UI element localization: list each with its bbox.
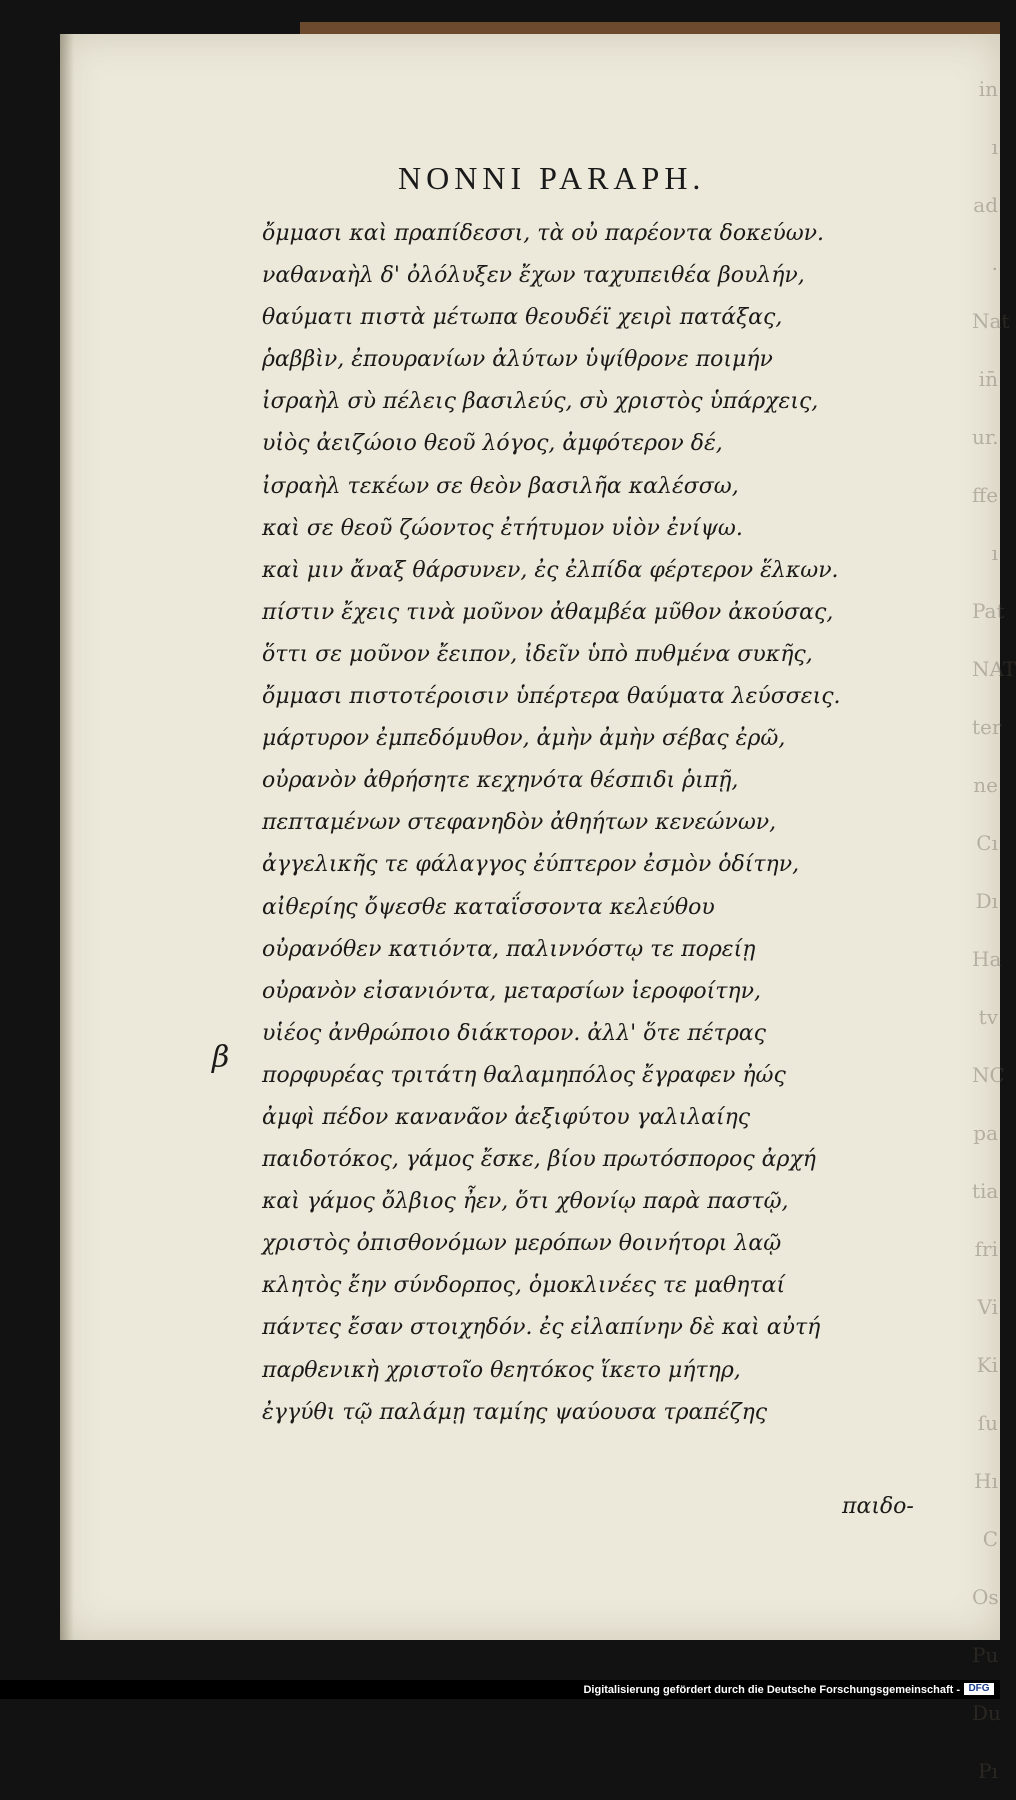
verse-line: πάντες ἔσαν στοιχηδόν. ἐς εἰλαπίνην δὲ καὶ αὐτή <box>262 1315 821 1341</box>
verse-line: αἰθερίης ὄψεσθε καταΐσσοντα κελεύθου <box>262 894 715 920</box>
verse-text-block <box>262 213 942 1434</box>
verse-line: θαύματι πιστὰ μέτωπα θεουδέϊ χειρὶ πατάξας, <box>262 305 783 331</box>
verse-line: ἀγγελικῆς τε φάλαγγος ἐύπτερον ἐσμὸν ὁδίτην, <box>262 852 800 878</box>
verse-line: ὅττι σε μοῦνον ἔειπον, ἰδεῖν ὑπὸ πυθμένα συκῆς, <box>262 641 813 667</box>
verse-line: υἱὸς ἀειζώοιο θεοῦ λόγος, ἀμφότερον δέ, <box>262 431 723 457</box>
binding-edge-strip <box>300 22 1000 34</box>
verse-line: μάρτυρον ἐμπεδόμυθον, ἀμὴν ἀμὴν σέβας ἐρῶ, <box>262 726 786 752</box>
verse-line: καὶ γάμος ὄλβιος ἦεν, ὅτι χθονίῳ παρὰ παστῷ, <box>262 1189 789 1215</box>
verse-line: ὄμμασι καὶ πραπίδεσσι, τὰ οὐ παρέοντα δοκεύων. <box>262 221 824 246</box>
verse-line: ἰσραὴλ σὺ πέλεις βασιλεύς, σὺ χριστὸς ὑπάρχεις, <box>262 389 819 415</box>
verse-line: ὄμμασι πιστοτέροισιν ὑπέρτερα θαύματα λεύσσεις. <box>262 684 841 710</box>
page-gutter-shadow <box>60 34 74 1640</box>
signature-mark: β <box>212 1040 230 1075</box>
facing-page-bleed: in ı ad . Nat in̄ ur. ffe ı Pat NAT ter ne Cı Dı Ha tv NC pa tia fri Vi Ki ſu Hı C Os Pu Du Pı <box>972 77 1016 1783</box>
verse-line: κλητὸς ἔην σύνδορπος, ὁμοκλινέες τε μαθηταί <box>262 1273 786 1299</box>
verse-line: καὶ σε θεοῦ ζώοντος ἐτήτυμον υἱὸν ἐνίψω. <box>262 515 743 541</box>
funding-credit: Digitalisierung gefördert durch die Deutsche Forschungsgemeinschaft - <box>583 1684 960 1696</box>
catchword: παιδο- <box>842 1494 914 1519</box>
verse-line: πίστιν ἔχεις τινὰ μοῦνον ἀθαμβέα μῦθον ἀκούσας, <box>262 599 834 625</box>
verse-line: ἐγγύθι τῷ παλάμῃ ταμίης ψαύουσα τραπέζης <box>262 1399 768 1425</box>
verse-line: πορφυρέας τριτάτη θαλαμηπόλος ἔγραφεν ἠώς <box>262 1062 786 1088</box>
verse-line: παιδοτόκος, γάμος ἔσκε, βίου πρωτόσπορος ἀρχή <box>262 1147 816 1173</box>
verse-line: παρθενικὴ χριστοῖο θεητόκος ἵκετο μήτηρ, <box>262 1357 741 1383</box>
running-head: NONNI PARAPH. <box>398 160 706 196</box>
verse-line: ἀμφὶ πέδον κανανᾶον ἀεξιφύτου γαλιλαίης <box>262 1104 751 1130</box>
verse-line: ναθαναὴλ δ' ὀλόλυξεν ἔχων ταχυπειθέα βουλήν, <box>262 263 805 289</box>
verse-line: ἰσραὴλ τεκέων σε θεὸν βασιλῆα καλέσσω, <box>262 473 739 499</box>
verse-line: πεπταμένων στεφανηδὸν ἀθηήτων κενεώνων, <box>262 810 777 836</box>
verse-line: οὐρανόθεν κατιόντα, παλιννόστῳ τε πορείῃ <box>262 936 756 962</box>
verse-line: οὐρανὸν ἀθρήσητε κεχηνότα θέσπιδι ῥιπῇ, <box>262 768 739 794</box>
verse-line: υἱέος ἀνθρώποιο διάκτορον. ἀλλ' ὅτε πέτρας <box>262 1020 766 1046</box>
verse-line: ῥαββὶν, ἐπουρανίων ἀλύτων ὑψίθρονε ποιμήν <box>262 347 773 373</box>
verse-line: οὐρανὸν εἰσανιόντα, μεταρσίων ἱεροφοίτην, <box>262 978 761 1004</box>
verse-line: καὶ μιν ἄναξ θάρσυνεν, ἐς ἐλπίδα φέρτερον ἕλκων. <box>262 557 839 583</box>
verse-line: χριστὸς ὀπισθονόμων μερόπων θοινήτορι λαῷ <box>262 1231 782 1257</box>
dfg-logo-icon: DFG <box>964 1683 994 1695</box>
